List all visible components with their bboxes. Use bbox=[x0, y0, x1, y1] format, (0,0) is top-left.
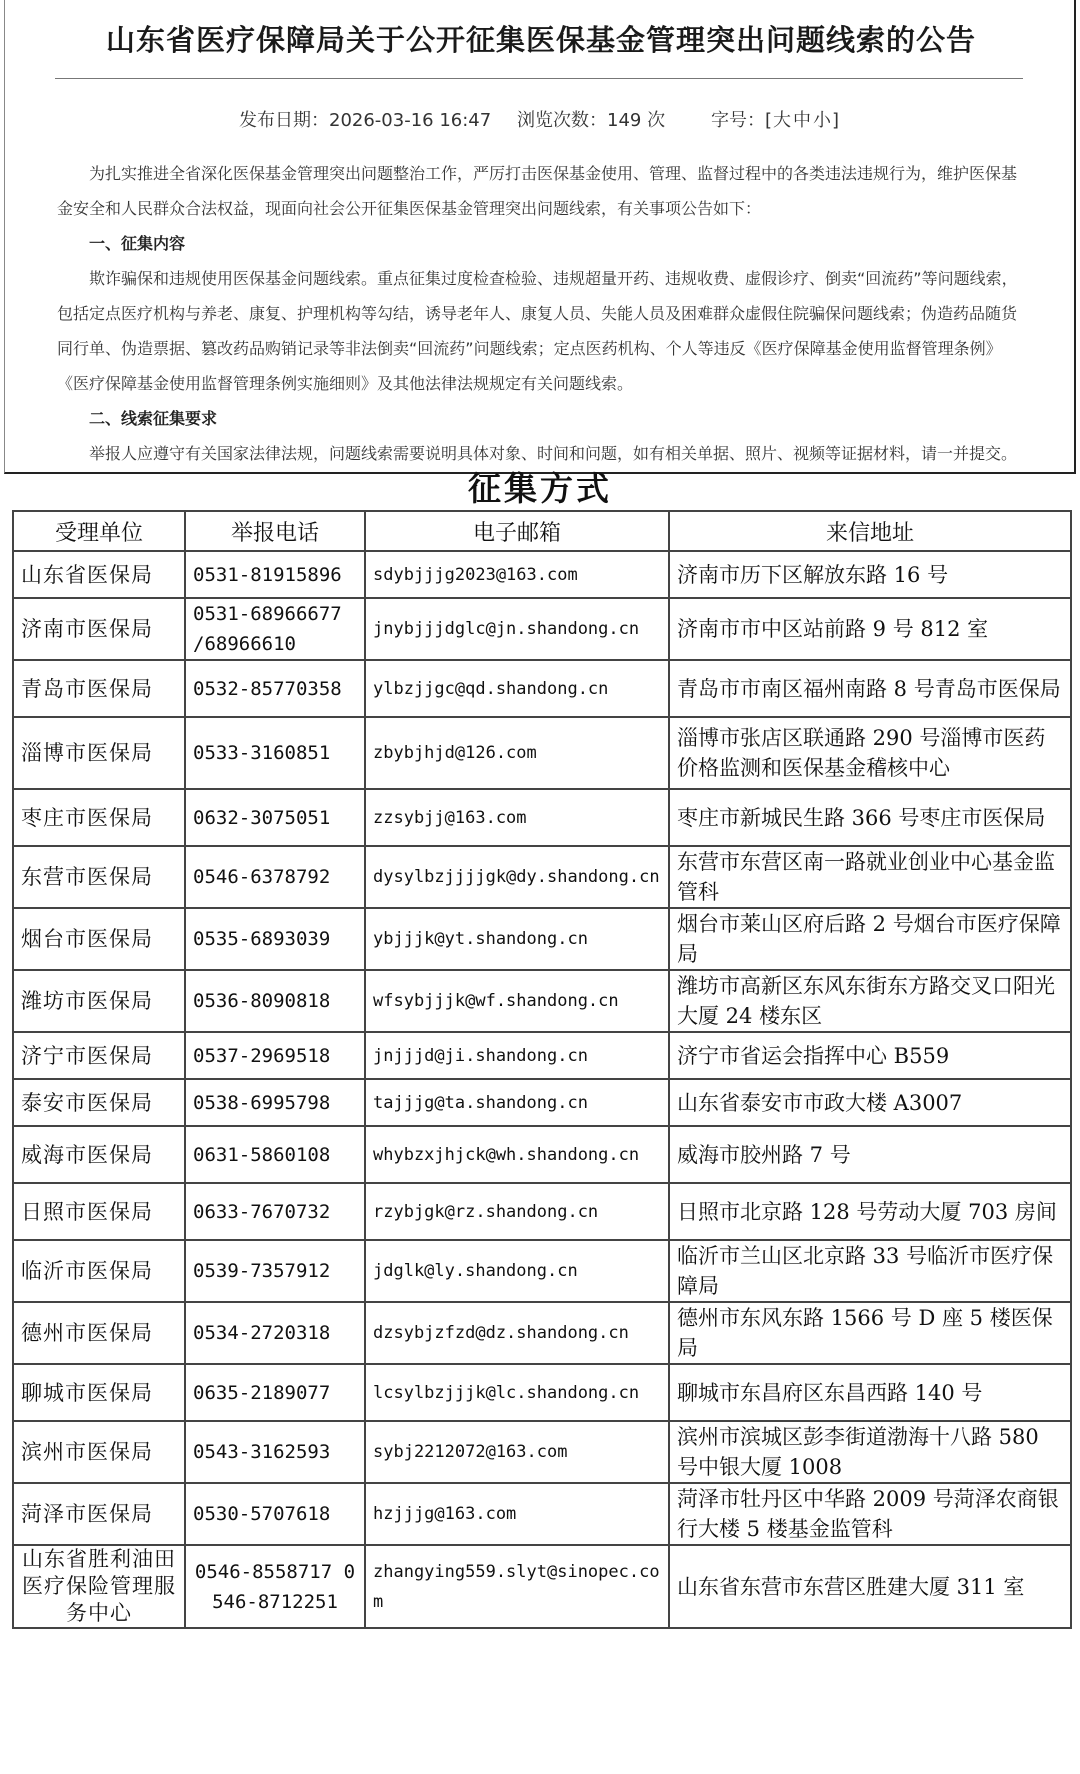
phone-cell[interactable]: 0632-3075051 bbox=[185, 789, 365, 846]
table-row bbox=[13, 551, 1071, 598]
email-cell[interactable]: dysylbzjjjjgk@dy.shandong.cn bbox=[365, 846, 669, 908]
phone-cell[interactable]: 0537-2969518 bbox=[185, 1032, 365, 1079]
view-count-label: 浏览次数： bbox=[517, 110, 607, 131]
address-cell: 淄博市张店区联通路 290 号淄博市医药价格监测和医保基金稽核中心 bbox=[669, 717, 1071, 789]
table-row bbox=[13, 1421, 1071, 1483]
email-cell[interactable]: sdybjjjg2023@163.com bbox=[365, 551, 669, 598]
phone-cell[interactable]: 0631-5860108 bbox=[185, 1126, 365, 1183]
table-body bbox=[13, 551, 1071, 1628]
phone-cell[interactable]: 0531-81915896 bbox=[185, 551, 365, 598]
unit-cell: 菏泽市医保局 bbox=[13, 1483, 185, 1545]
announcement-panel bbox=[4, 0, 1076, 474]
phone-cell[interactable]: 0533-3160851 bbox=[185, 717, 365, 789]
unit-cell: 威海市医保局 bbox=[13, 1126, 185, 1183]
requirements-paragraph: 举报人应遵守有关国家法律法规，问题线索需要说明具体对象、时间和问题，如有相关单据、照片、视频等证据材料，请一并提交。 bbox=[89, 444, 1018, 463]
font-size-large-link[interactable]: 大 bbox=[773, 110, 792, 131]
address-cell: 山东省泰安市市政大楼 A3007 bbox=[669, 1079, 1071, 1126]
table-row bbox=[13, 908, 1071, 970]
content-paragraph: 欺诈骗保和违规使用医保基金问题线索。重点征集过度检查检验、违规超量开药、违规收费、虚假诊疗、倒卖“回流药”等问题线索，包括定点医疗机构与养老、康复、护理机构等勾结，诱导老年人、康复人员、失能人员及困难群众虚假住院骗保问题线索；伪造药品随货同行单、伪造票据、篡改药品购销记录等非法倒卖“回流药”问题线索；定点医药机构、个人等违反《医疗保障基金使用监督管理条例》《医疗保障基金使用监督管理条例实施细则》及其他法律法规规定有关问题线索。 bbox=[57, 269, 1018, 393]
phone-cell[interactable]: 0546-8558717 0546-8712251 bbox=[185, 1545, 365, 1628]
address-cell: 聊城市东昌府区东昌西路 140 号 bbox=[669, 1364, 1071, 1421]
email-cell[interactable]: lcsylbzjjjk@lc.shandong.cn bbox=[365, 1364, 669, 1421]
unit-cell: 滨州市医保局 bbox=[13, 1421, 185, 1483]
table-row bbox=[13, 598, 1071, 660]
table-row bbox=[13, 717, 1071, 789]
address-cell: 青岛市市南区福州南路 8 号青岛市医保局 bbox=[669, 660, 1071, 717]
publish-date-value: 2026-03-16 16:47 bbox=[329, 110, 492, 131]
email-cell[interactable]: wfsybjjjk@wf.shandong.cn bbox=[365, 970, 669, 1032]
email-cell[interactable]: whybzxjhjck@wh.shandong.cn bbox=[365, 1126, 669, 1183]
unit-cell: 德州市医保局 bbox=[13, 1302, 185, 1364]
table-row bbox=[13, 1364, 1071, 1421]
contacts-table bbox=[12, 510, 1072, 1629]
header-phone: 举报电话 bbox=[185, 511, 365, 551]
unit-cell: 枣庄市医保局 bbox=[13, 789, 185, 846]
phone-cell[interactable]: 0532-85770358 bbox=[185, 660, 365, 717]
view-count bbox=[517, 106, 665, 132]
table-row bbox=[13, 1240, 1071, 1302]
table-row bbox=[13, 1183, 1071, 1240]
page-title: 山东省医疗保障局关于公开征集医保基金管理突出问题线索的公告 bbox=[105, 23, 976, 57]
unit-cell: 临沂市医保局 bbox=[13, 1240, 185, 1302]
email-cell[interactable]: rzybjgk@rz.shandong.cn bbox=[365, 1183, 669, 1240]
unit-cell: 潍坊市医保局 bbox=[13, 970, 185, 1032]
address-cell: 济南市历下区解放东路 16 号 bbox=[669, 551, 1071, 598]
phone-cell[interactable]: 0530-5707618 bbox=[185, 1483, 365, 1545]
unit-cell: 济南市医保局 bbox=[13, 598, 185, 660]
collection-methods-section bbox=[10, 469, 1070, 1629]
unit-cell: 聊城市医保局 bbox=[13, 1364, 185, 1421]
header-address: 来信地址 bbox=[669, 511, 1071, 551]
font-size-small-link[interactable]: 小 bbox=[813, 110, 832, 131]
phone-cell[interactable]: 0536-8090818 bbox=[185, 970, 365, 1032]
phone-cell[interactable]: 0534-2720318 bbox=[185, 1302, 365, 1364]
unit-cell: 烟台市医保局 bbox=[13, 908, 185, 970]
phone-cell[interactable]: 0543-3162593 bbox=[185, 1421, 365, 1483]
phone-cell[interactable]: 0531-68966677 /68966610 bbox=[185, 598, 365, 660]
address-cell: 临沂市兰山区北京路 33 号临沂市医疗保障局 bbox=[669, 1240, 1071, 1302]
table-row bbox=[13, 1032, 1071, 1079]
header-email: 电子邮箱 bbox=[365, 511, 669, 551]
table-caption: 征集方式 bbox=[468, 469, 612, 508]
address-cell: 德州市东风东路 1566 号 D 座 5 楼医保局 bbox=[669, 1302, 1071, 1364]
section-heading-requirements: 二、线索征集要求 bbox=[89, 409, 218, 428]
table-row bbox=[13, 1545, 1071, 1628]
unit-cell: 山东省医保局 bbox=[13, 551, 185, 598]
address-cell: 山东省东营市东营区胜建大厦 311 室 bbox=[669, 1545, 1071, 1628]
phone-cell[interactable]: 0539-7357912 bbox=[185, 1240, 365, 1302]
unit-cell: 青岛市医保局 bbox=[13, 660, 185, 717]
bracket-open: [ bbox=[765, 110, 773, 131]
email-cell[interactable]: hzjjjg@163.com bbox=[365, 1483, 669, 1545]
phone-cell[interactable]: 0635-2189077 bbox=[185, 1364, 365, 1421]
email-cell[interactable]: zhangying559.slyt@sinopec.com bbox=[365, 1545, 669, 1628]
address-cell: 济宁市省运会指挥中心 B559 bbox=[669, 1032, 1071, 1079]
table-row bbox=[13, 1126, 1071, 1183]
address-cell: 东营市东营区南一路就业创业中心基金监管科 bbox=[669, 846, 1071, 908]
email-cell[interactable]: jnjjjd@ji.shandong.cn bbox=[365, 1032, 669, 1079]
email-cell[interactable]: dzsybjzfzd@dz.shandong.cn bbox=[365, 1302, 669, 1364]
bracket-close: ] bbox=[832, 110, 840, 131]
table-row bbox=[13, 1079, 1071, 1126]
phone-cell[interactable]: 0535-6893039 bbox=[185, 908, 365, 970]
address-cell: 滨州市滨城区彭李街道渤海十八路 580 号中银大厦 1008 bbox=[669, 1421, 1071, 1483]
unit-cell: 山东省胜利油田医疗保险管理服务中心 bbox=[13, 1545, 185, 1628]
section-heading-content: 一、征集内容 bbox=[89, 234, 186, 253]
email-cell[interactable]: zzsybjj@163.com bbox=[365, 789, 669, 846]
unit-cell: 泰安市医保局 bbox=[13, 1079, 185, 1126]
publish-date bbox=[239, 106, 491, 132]
email-cell[interactable]: tajjjg@ta.shandong.cn bbox=[365, 1079, 669, 1126]
email-cell[interactable]: ybjjjk@yt.shandong.cn bbox=[365, 908, 669, 970]
unit-cell: 淄博市医保局 bbox=[13, 717, 185, 789]
address-cell: 日照市北京路 128 号劳动大厦 703 房间 bbox=[669, 1183, 1071, 1240]
font-size-label: 字号： bbox=[711, 110, 765, 131]
address-cell: 威海市胶州路 7 号 bbox=[669, 1126, 1071, 1183]
email-cell[interactable]: zbybjhjd@126.com bbox=[365, 717, 669, 789]
table-row bbox=[13, 789, 1071, 846]
table-row bbox=[13, 970, 1071, 1032]
table-row bbox=[13, 1302, 1071, 1364]
view-count-unit: 次 bbox=[647, 110, 666, 131]
table-header-row bbox=[13, 511, 1071, 551]
phone-cell[interactable]: 0546-6378792 bbox=[185, 846, 365, 908]
table-row bbox=[13, 660, 1071, 717]
email-cell[interactable]: ylbzjjgc@qd.shandong.cn bbox=[365, 660, 669, 717]
publish-date-label: 发布日期： bbox=[239, 110, 329, 131]
view-count-value: 149 bbox=[607, 110, 642, 131]
header-unit: 受理单位 bbox=[13, 511, 185, 551]
unit-cell: 济宁市医保局 bbox=[13, 1032, 185, 1079]
intro-paragraph: 为扎实推进全省深化医保基金管理突出问题整治工作，严厉打击医保基金使用、管理、监督过程中的各类违法违规行为，维护医保基金安全和人民群众合法权益，现面向社会公开征集医保基金管理突出问题线索，有关事项公告如下： bbox=[57, 164, 1018, 218]
font-size-switcher bbox=[711, 106, 839, 132]
title-divider bbox=[55, 78, 1023, 79]
font-size-medium-link[interactable]: 中 bbox=[793, 110, 812, 131]
unit-cell: 东营市医保局 bbox=[13, 846, 185, 908]
email-cell[interactable]: jnybjjjdglc@jn.shandong.cn bbox=[365, 598, 669, 660]
table-row bbox=[13, 1483, 1071, 1545]
email-cell[interactable]: jdglk@ly.shandong.cn bbox=[365, 1240, 669, 1302]
table-row bbox=[13, 846, 1071, 908]
address-cell: 济南市市中区站前路 9 号 812 室 bbox=[669, 598, 1071, 660]
address-cell: 烟台市莱山区府后路 2 号烟台市医疗保障局 bbox=[669, 908, 1071, 970]
phone-cell[interactable]: 0538-6995798 bbox=[185, 1079, 365, 1126]
announcement-body bbox=[57, 156, 1023, 471]
address-cell: 潍坊市高新区东风东街东方路交叉口阳光大厦 24 楼东区 bbox=[669, 970, 1071, 1032]
email-cell[interactable]: sybj2212072@163.com bbox=[365, 1421, 669, 1483]
address-cell: 菏泽市牡丹区中华路 2009 号菏泽农商银行大楼 5 楼基金监管科 bbox=[669, 1483, 1071, 1545]
phone-cell[interactable]: 0633-7670732 bbox=[185, 1183, 365, 1240]
address-cell: 枣庄市新城民生路 366 号枣庄市医保局 bbox=[669, 789, 1071, 846]
meta-row bbox=[5, 106, 1077, 132]
unit-cell: 日照市医保局 bbox=[13, 1183, 185, 1240]
